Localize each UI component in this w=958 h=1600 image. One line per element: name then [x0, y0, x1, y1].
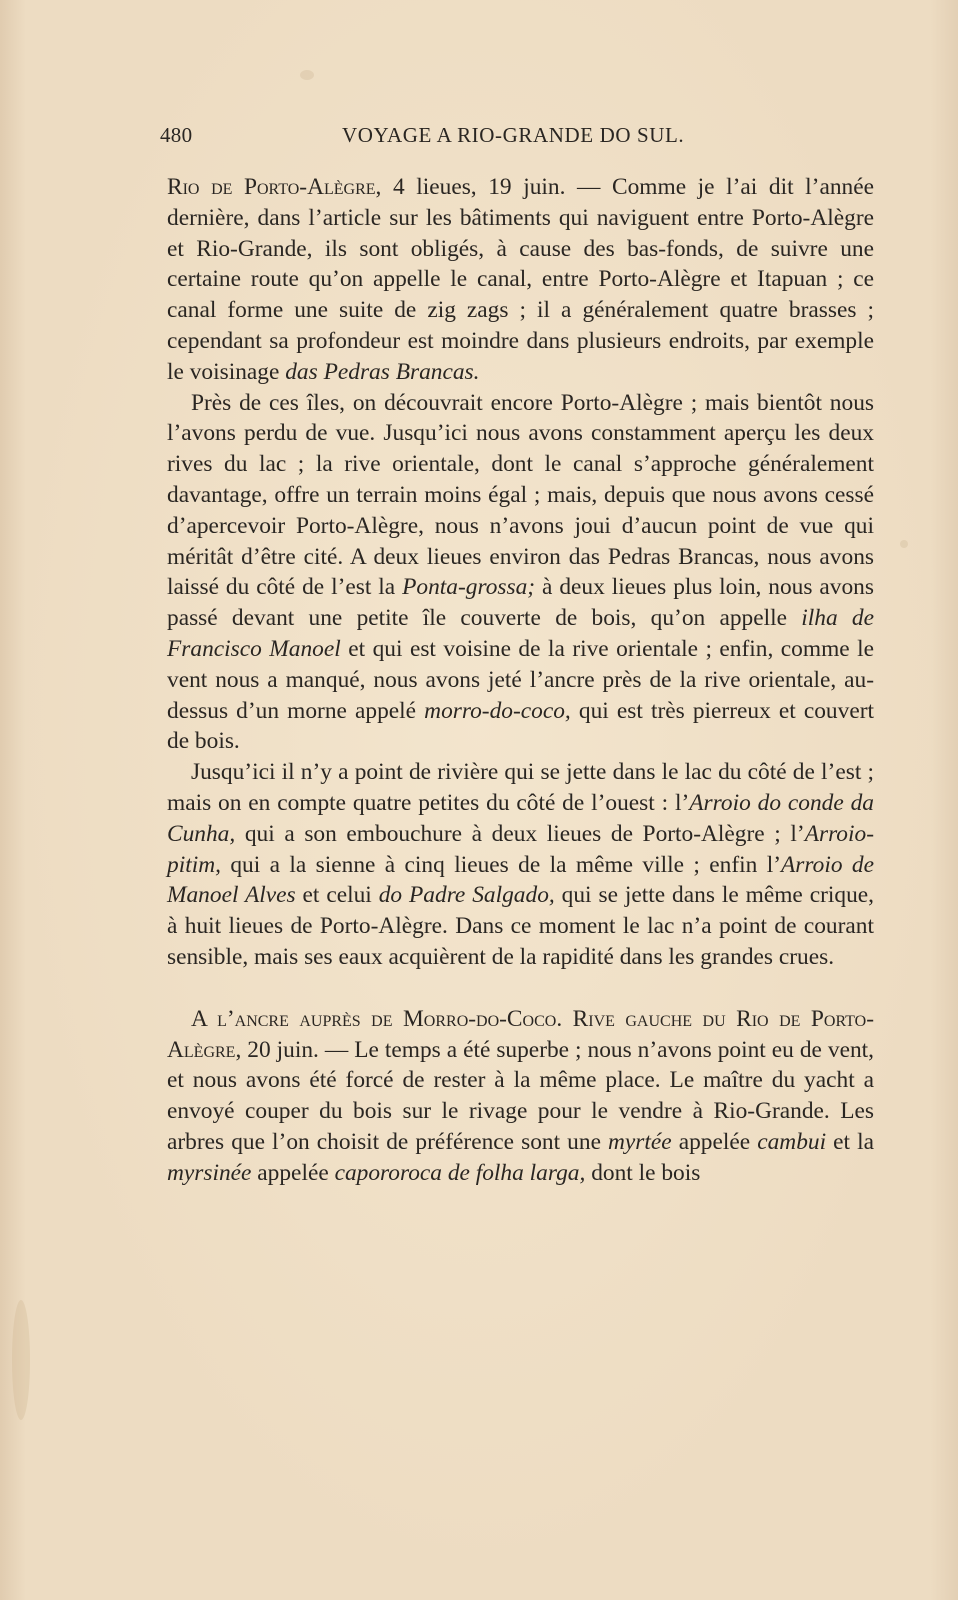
italic-text-run: Arroio do conde da Cunha,: [167, 789, 874, 847]
text-run: qui se jette dans le même crique, à huit lieues de Porto-Alègre. Dans ce moment le lac n’a point de courant sensible, mais ses eaux acquièrent de la rapidité dans les grandes crues.: [167, 882, 875, 970]
paragraph-pres-de-ces-iles: [167, 388, 874, 758]
italic-text-run: capororoca de folha larga,: [334, 1159, 586, 1186]
text-run: appelée: [251, 1159, 335, 1186]
text-run: appelée: [671, 1128, 758, 1155]
section-heading: Rio de Porto-Alègre,: [167, 174, 382, 200]
italic-text-run: myrtée: [608, 1128, 672, 1155]
page-number: 480: [160, 123, 193, 147]
italic-text-run: morro-do-coco,: [424, 697, 571, 724]
text-run: 4 lieues, 19 juin. — Comme je l’ai dit l’année dernière, dans l’article sur les bâtiments qui naviguent entre Porto-Alègre et Rio-Grande, ils sont obligés, à cause des bas-fonds, de suivre une certaine route qu’on appelle le canal, entre Porto-Alègre et Itapuan ; ce canal forme une suite de zig zags ; il a généralement quatre brasses ; cependant sa profondeur est moindre dans plusieurs endroits, par exemple le voisinage: [167, 174, 874, 385]
text-run: qui est très pierreux et couvert de bois.: [167, 697, 874, 755]
text-run: dont le bois: [585, 1159, 701, 1186]
italic-text-run: ilha de Francisco Manoel: [167, 605, 874, 662]
italic-text-run: Arroio de Manoel Alves: [167, 851, 874, 909]
text-run: à deux lieues plus loin, nous avons passé devant une petite île couverte de bois, qu’on appelle: [167, 574, 874, 632]
running-title: VOYAGE A RIO-GRANDE DO SUL.: [342, 123, 685, 147]
paragraph-a-lancre: [167, 1004, 874, 1189]
text-run: 20 juin. — Le temps a été superbe ; nous n’avons point eu de vent, et nous avons été forcé de rester à la même place. Le maître du yacht a envoyé couper du bois sur le rivage pour le vendre à Rio-Grande. Les arbres que l’on choisit de préférence sont une: [167, 1036, 874, 1155]
section-heading: A l’ancre auprès de Morro-do-Coco. Rive gauche du Rio de Porto-Alègre,: [167, 1005, 874, 1063]
paper-stain: [12, 1300, 30, 1420]
italic-text-run: cambui: [757, 1128, 827, 1155]
section-gap: [167, 973, 874, 1004]
text-run: Près de ces îles, on découvrait encore Porto-Alègre ; mais bientôt nous l’avons perdu de vue. Jusqu’ici nous avons constamment aperçu les deux rives du lac ; la rive orientale, dont le canal s’approche généralement davantage, offre un terrain moins égal ; mais, depuis que nous avons cessé d’apercevoir Porto-Alègre, nous n’avons joui d’aucun point de vue qui méritât d’être cité. A deux lieues environ das Pedras Brancas, nous avons laissé du côté de l’est la: [167, 389, 874, 601]
paper-stain: [900, 540, 908, 548]
paper-stain: [300, 70, 314, 80]
paragraph-jusquici: [167, 757, 874, 973]
italic-text-run: myrsinée: [167, 1159, 252, 1186]
page-header: [160, 123, 876, 157]
italic-text-run: das Pedras Brancas.: [285, 358, 480, 385]
text-run: qui a son embouchure à deux lieues de Porto-Alègre ; l’: [235, 820, 805, 847]
italic-text-run: Arroio-pitim,: [167, 820, 874, 878]
paragraph-rio-de-porto-alegre: [167, 172, 874, 388]
text-run: Jusqu’ici il n’y a point de rivière qui se jette dans le lac du côté de l’est ; mais on en compte quatre petites du côté de l’ouest : l’: [167, 759, 874, 816]
text-run: et qui est voisine de la rive orientale ; enfin, comme le vent nous a manqué, nous avons jeté l’ancre près de la rive orientale, au-dessus d’un morne appelé: [167, 635, 874, 724]
text-run: et la: [826, 1128, 874, 1155]
body-text: [167, 172, 874, 1189]
italic-text-run: do Padre Salgado,: [378, 882, 555, 909]
italic-text-run: Ponta-grossa;: [402, 574, 536, 601]
text-run: et celui: [295, 882, 379, 909]
text-run: qui a la sienne à cinq lieues de la même ville ; enfin l’: [220, 851, 781, 878]
